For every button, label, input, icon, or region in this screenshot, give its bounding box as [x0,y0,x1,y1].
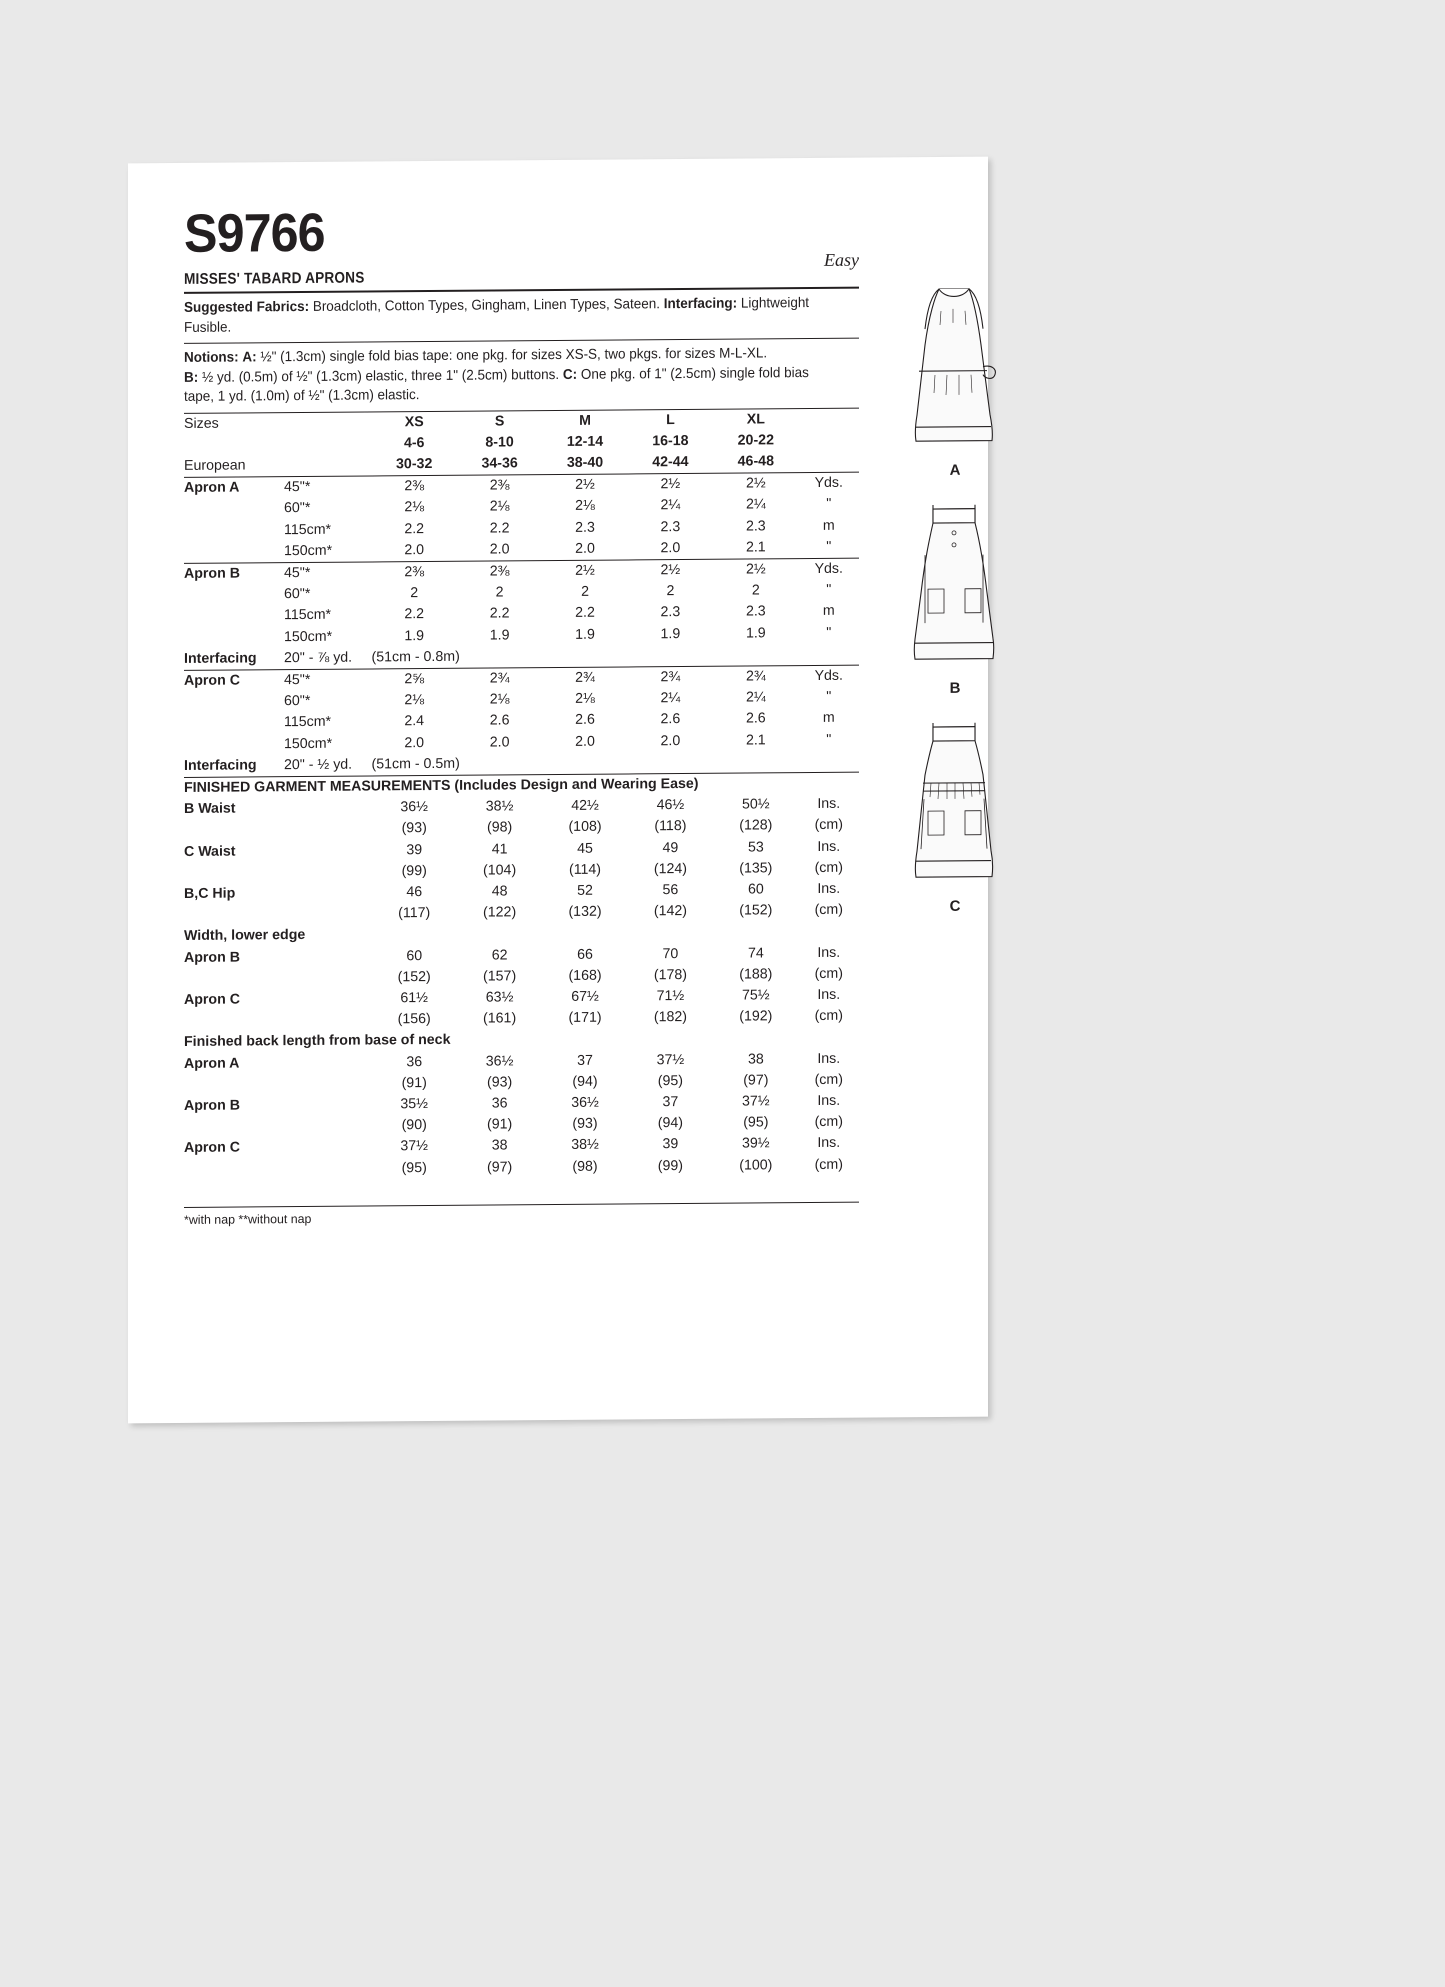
measurement-cm: (128) [739,817,773,834]
row-blank [713,644,798,666]
measurement-cm: (93) [572,1115,598,1133]
illustration-caption-c: C [949,897,961,915]
row-blank [799,643,859,665]
row-blank [184,1074,284,1096]
unit-spacer [799,429,859,451]
notions-c-text: One pkg. of 1" (2.5cm) single fold bias tape, 1 yd. (1.0m) of ½" (1.3cm) elastic. [184,364,809,405]
row-blank [713,751,798,773]
measurement-cm: (91) [486,1116,513,1133]
row-blank [184,541,284,563]
measurement-cm: (168) [568,967,602,984]
measurement-cm: (99) [657,1157,684,1174]
row-blank [284,946,372,968]
measurement-cm: (132) [568,903,602,921]
row-blank [284,1052,372,1074]
measurement-ins: 45 [577,840,593,857]
apron-c-line-drawing [880,710,1030,915]
row-blank [284,819,372,841]
measurement-unit: Ins. [817,1092,841,1109]
yardage-value: 2.1 [745,731,766,749]
spacer-cell [284,433,372,455]
row-blank [184,712,284,734]
yardage-value: 2.6 [489,712,510,729]
european-row-label: European [184,457,246,474]
yardage-value: 2.6 [575,712,595,729]
row-blank [184,627,284,649]
yardage-value: 2.6 [745,710,766,727]
yardage-width: 150cm* [284,542,333,559]
yardage-width: 115cm* [284,714,332,731]
divider-above-footnote [184,1201,859,1207]
size-eu-xs: 30-32 [396,455,433,473]
yardage-value: 2½ [713,559,798,581]
spacer-cell [284,454,372,476]
row-blank [184,862,284,884]
size-letter-xl: XL [746,410,765,428]
measurement-ins: 50½ [742,796,770,813]
yardage-value: 2.2 [404,520,425,537]
measurement-cm: (91) [401,1074,427,1092]
yardage-value: 2½ [542,474,627,496]
yardage-garment-apron-b: Apron B [184,563,284,585]
measurement-ins: 38 [491,1137,508,1154]
yardage-unit: " [826,538,832,555]
yardage-value: 2¾ [628,666,713,688]
interfacing-b-value: 20" - ⅞ yd. [284,649,353,666]
size-eu-l: 42-44 [652,453,689,471]
yardage-value: 2⅛ [404,692,425,709]
footnote-nap: *with nap **without nap [184,1211,312,1227]
yardage-value: 2¼ [745,496,766,513]
measurement-cm: (100) [739,1156,773,1174]
measurement-cm: (156) [397,1011,431,1028]
size-letter-s: S [494,412,505,429]
size-letter-m: M [579,412,591,429]
row-blank [184,820,284,842]
yardage-garment-apron-a: Apron A [184,477,284,499]
row-blank [284,1010,372,1032]
measurement-label: Apron C [184,991,240,1008]
size-eu-xl: 46-48 [737,453,774,470]
measurement-unit: Ins. [817,838,841,855]
measurement-ins: 61½ [400,990,429,1007]
measurement-cm: (95) [401,1159,427,1176]
yardage-value: 2⅜ [372,561,457,583]
yardage-value: 2.3 [745,603,766,620]
measurement-cm: (114) [568,861,602,878]
measurement-ins: 62 [491,946,508,964]
measurement-ins: 37 [662,1094,679,1111]
measurement-ins: 36½ [571,1094,599,1111]
yardage-width: 45"* [284,476,372,498]
divider-under-fabrics [184,338,859,344]
measurement-ins: 71½ [656,987,685,1005]
measurement-unit: (cm) [814,859,843,876]
yardage-value: 2.0 [404,541,425,558]
yardage-value: 2.6 [660,711,681,728]
yardage-value: 2.0 [660,539,681,556]
yardage-unit: " [826,731,832,748]
interfacing-b-label: Interfacing [184,650,257,667]
measurement-unit: Ins. [817,1050,841,1067]
measurement-label: Apron B [184,949,240,966]
size-us-xs: 4-6 [403,434,425,451]
measurement-ins: 75½ [742,987,770,1004]
row-blank [184,1116,284,1138]
measurement-ins: 39½ [742,1135,770,1152]
yardage-unit: " [826,688,832,706]
interfacing-c-metric: (51cm - 0.5m) [371,755,460,773]
measurement-ins: 52 [577,882,593,899]
measurement-label: C Waist [184,843,236,860]
yardage-value: 2⅛ [489,498,510,515]
size-us-m: 12-14 [566,433,604,450]
measurement-ins: 37 [577,1052,593,1069]
apron-a-line-drawing [880,274,1030,479]
interfacing-b-metric: (51cm - 0.8m) [371,648,460,666]
yardage-unit: Yds. [799,472,859,494]
illustration-caption-a: A [949,461,961,479]
yardage-value: 2.0 [489,733,510,751]
yardage-value: 2⅛ [575,690,595,708]
yardage-value: 1.9 [660,625,681,642]
measurement-ins: 37½ [400,1138,429,1155]
measurement-cm: (122) [483,904,517,921]
row-blank [284,967,372,989]
row-blank [284,1116,372,1138]
yardage-value: 2¾ [542,667,627,689]
yardage-value: 1.9 [404,627,425,644]
yardage-value: 2.3 [660,604,681,621]
unit-spacer [799,451,859,473]
measurement-unit: (cm) [814,1156,843,1173]
suggested-fabrics-text: Broadcloth, Cotton Types, Gingham, Linen Types, Sateen. [309,296,664,315]
measurement-ins: 39 [406,841,423,858]
suggested-fabrics-label: Suggested Fabrics: [184,298,310,316]
measurement-ins: 74 [747,944,764,962]
notions-c-label: C: [562,366,578,383]
yardage-value: 2 [581,583,589,600]
row-blank [284,882,372,904]
size-eu-m: 38-40 [566,454,604,471]
notions-a-text: ½" (1.3cm) single fold bias tape: one pkg. for sizes XS-S, two pkgs. for sizes M-L-XL. [256,345,768,366]
measurement-ins: 36 [406,1053,423,1070]
yardage-value: 2.0 [575,733,595,750]
row-blank [284,861,372,883]
yardage-unit: m [822,517,835,534]
measurement-ins: 60 [406,947,423,964]
measurement-cm: (135) [739,860,773,877]
row-blank [628,752,713,774]
measurement-cm: (99) [401,862,427,879]
yardage-width: 60"* [284,693,311,710]
interfacing-c-label: Interfacing [184,757,257,774]
yardage-value: 2.4 [404,713,425,730]
measurement-cm: (171) [568,1009,602,1027]
measurement-ins: 67½ [571,988,599,1005]
notions-b-label: B: [184,369,199,386]
finished-measurements-heading: FINISHED GARMENT MEASUREMENTS (Includes Design and Wearing Ease) [184,772,859,799]
measurement-ins: 35½ [400,1096,429,1113]
row-blank [284,904,372,926]
size-us-s: 8-10 [485,434,514,451]
notions-paragraph [184,344,825,408]
yardage-value: 2.3 [660,518,681,535]
yardage-width: 150cm* [284,735,333,752]
subheading-width-lower-edge: Width, lower edge [184,927,306,945]
yardage-garment-apron-c: Apron C [184,670,284,692]
yardage-value: 2 [666,583,675,600]
sizes-us-blank [184,434,284,456]
row-blank [184,1159,284,1181]
yardage-unit: " [826,624,832,641]
yardage-value: 2.2 [489,519,510,537]
yardage-width: 115cm* [284,607,332,624]
measurement-ins: 60 [747,881,764,898]
measurement-unit: Ins. [817,1135,841,1152]
yardage-value: 2.0 [404,734,425,751]
spacer-cell [284,412,372,434]
measurement-cm: (97) [486,1158,513,1176]
yardage-unit: m [822,603,835,620]
row-blank [184,498,284,520]
measurement-ins: 63½ [485,989,514,1006]
row-blank [284,1137,372,1159]
yardage-unit: Yds. [799,558,859,580]
interfacing-c-value: 20" - ½ yd. [284,756,353,773]
measurement-cm: (108) [568,819,602,836]
yardage-value: 2.2 [404,606,425,623]
measurement-ins: 37½ [656,1051,685,1068]
measurement-unit: Ins. [817,944,841,961]
row-blank [284,988,372,1010]
measurement-cm: (95) [743,1114,769,1131]
measurement-ins: 66 [577,946,593,963]
measurement-ins: 41 [491,840,508,858]
row-blank [184,691,284,713]
yardage-value: 2.2 [575,605,595,622]
header-block [184,198,859,270]
row-blank [184,1010,284,1032]
row-blank [184,734,284,756]
yardage-value: 2.2 [489,605,510,622]
yardage-value: 2 [751,582,760,599]
measurement-ins: 38½ [571,1137,599,1154]
yardage-width: 45"* [284,562,372,584]
measurement-ins: 48 [491,883,508,900]
measurement-unit: (cm) [814,1113,843,1131]
notions-a-label: A: [242,349,257,366]
yardage-value: 2⅜ [372,475,457,497]
measurement-ins: 46 [406,884,423,901]
subheading-finished-back-length: Finished back length from base of neck [184,1032,451,1051]
measurement-label: B,C Hip [184,885,236,902]
yardage-value: 2¼ [660,497,681,514]
yardage-value: 2.3 [745,517,766,535]
unit-spacer [799,408,859,430]
measurement-ins: 70 [662,945,679,962]
yardage-value: 2⅛ [575,498,595,515]
measurement-cm: (161) [483,1010,517,1027]
measurement-unit: (cm) [814,1007,843,1025]
measurement-ins: 36½ [485,1052,514,1070]
yardage-width: 45"* [284,669,372,691]
yardage-value: 2.3 [575,519,595,536]
yardage-value: 2.0 [575,540,595,557]
yardage-value: 2⅜ [457,475,542,497]
measurement-ins: 53 [747,838,764,856]
yardage-width: 60"* [284,586,311,603]
yardage-unit: Yds. [799,665,859,687]
difficulty-label: Easy [824,249,859,270]
size-us-l: 16-18 [652,432,689,449]
page-title: S9766 [184,202,325,264]
notions-b-text: ½ yd. (0.5m) of ½" (1.3cm) elastic, three 1" (2.5cm) buttons. [198,366,563,386]
row-blank [284,840,372,862]
measurement-ins: 38 [747,1050,764,1068]
measurement-ins: 46½ [656,797,685,814]
yardage-value: 2 [495,584,504,601]
row-blank [184,904,284,926]
measurement-cm: (104) [483,862,517,879]
row-blank [284,1158,372,1180]
apron-b-line-drawing [880,492,1030,697]
line-drawings-column [880,274,1030,929]
row-blank [799,750,859,772]
table-row [184,1154,859,1181]
yardage-value: 2¼ [660,690,681,707]
interfacing-inline-text: Lightweight Fusible. [184,295,810,336]
measurement-label: Apron B [184,1097,240,1114]
measurement-unit: (cm) [814,1071,843,1088]
measurement-cm: (93) [486,1074,513,1091]
yardage-value: 1.9 [575,626,595,643]
row-blank [284,1073,372,1095]
measurement-ins: 36 [491,1095,508,1112]
measurement-cm: (182) [653,1009,687,1026]
yardage-value: 1.9 [745,624,766,642]
sheet-content [128,157,988,1424]
yardage-value: 2.0 [660,732,681,749]
yardage-width: 150cm* [284,628,333,645]
size-eu-s: 34-36 [481,455,518,472]
yardage-value: 2.1 [745,539,766,556]
measurement-ins: 56 [662,882,679,899]
measurement-cm: (152) [397,968,431,986]
row-blank [628,645,713,667]
size-and-yardage-table [184,408,859,1181]
yardage-value: 2½ [628,473,713,495]
measurement-label: Apron A [184,1055,240,1072]
measurement-ins: 38½ [485,798,514,815]
yardage-value: 2 [410,585,419,602]
measurement-cm: (93) [401,820,427,837]
yardage-value: 2½ [713,473,798,495]
measurement-cm: (94) [657,1115,684,1132]
measurement-cm: (95) [657,1072,684,1090]
illustration-caption-b: B [949,679,961,697]
row-blank [184,968,284,990]
measurement-cm: (152) [739,902,773,919]
yardage-value: 1.9 [489,626,510,644]
measurement-unit: Ins. [817,986,841,1003]
measurement-unit: (cm) [814,901,843,919]
measurement-cm: (188) [739,966,773,983]
measurement-ins: 42½ [571,797,599,815]
yardage-value: 2¾ [713,666,798,688]
yardage-value: 2⅛ [489,691,510,708]
yardage-unit: " [826,581,832,599]
garment-title: MISSES' TABARD APRONS [184,269,365,288]
notions-label: Notions: [184,349,239,366]
yardage-value: 2¼ [745,689,766,706]
measurement-label: Apron C [184,1139,240,1157]
measurement-cm: (118) [654,818,687,835]
measurement-unit: Ins. [817,795,841,813]
yardage-value: 2½ [628,559,713,581]
yardage-value: 2½ [542,560,627,582]
row-blank [184,520,284,542]
suggested-fabrics-paragraph [184,294,825,338]
size-letter-xs: XS [404,413,424,430]
measurement-cm: (178) [653,966,687,984]
measurement-cm: (97) [743,1072,769,1089]
size-letter-l: L [666,411,675,428]
yardage-width: 60"* [284,500,311,517]
measurement-ins: 39 [662,1136,679,1153]
yardage-value: 2⅛ [404,499,425,516]
measurement-cm: (98) [572,1158,598,1175]
measurement-cm: (90) [401,1117,427,1134]
yardage-unit: " [826,496,832,513]
yardage-width: 115cm* [284,521,332,538]
measurement-cm: (142) [653,903,687,920]
measurement-unit: (cm) [814,817,843,834]
row-blank [184,605,284,627]
measurement-cm: (124) [653,860,687,878]
size-us-xl: 20-22 [737,432,774,449]
measurement-cm: (192) [739,1008,773,1025]
row-blank [284,798,372,820]
measurement-cm: (117) [398,905,431,922]
measurement-unit: (cm) [814,965,843,982]
measurement-ins: 36½ [400,799,429,816]
row-blank [184,584,284,606]
measurement-unit: Ins. [817,880,841,897]
sizes-row-label: Sizes [184,415,219,432]
measurement-cm: (157) [483,968,517,985]
yardage-value: 2⅝ [372,668,457,690]
measurement-label: B Waist [184,800,236,818]
yardage-value: 2⅜ [457,561,542,583]
yardage-unit: m [822,710,835,727]
measurement-ins: 49 [662,839,679,856]
row-blank [284,1094,372,1116]
measurement-ins: 37½ [742,1093,770,1110]
measurement-cm: (94) [572,1073,598,1090]
yardage-value: 2¾ [457,668,542,690]
measurement-cm: (98) [486,819,513,836]
interfacing-inline-label: Interfacing: [663,295,738,313]
yardage-value: 2.0 [489,541,510,558]
